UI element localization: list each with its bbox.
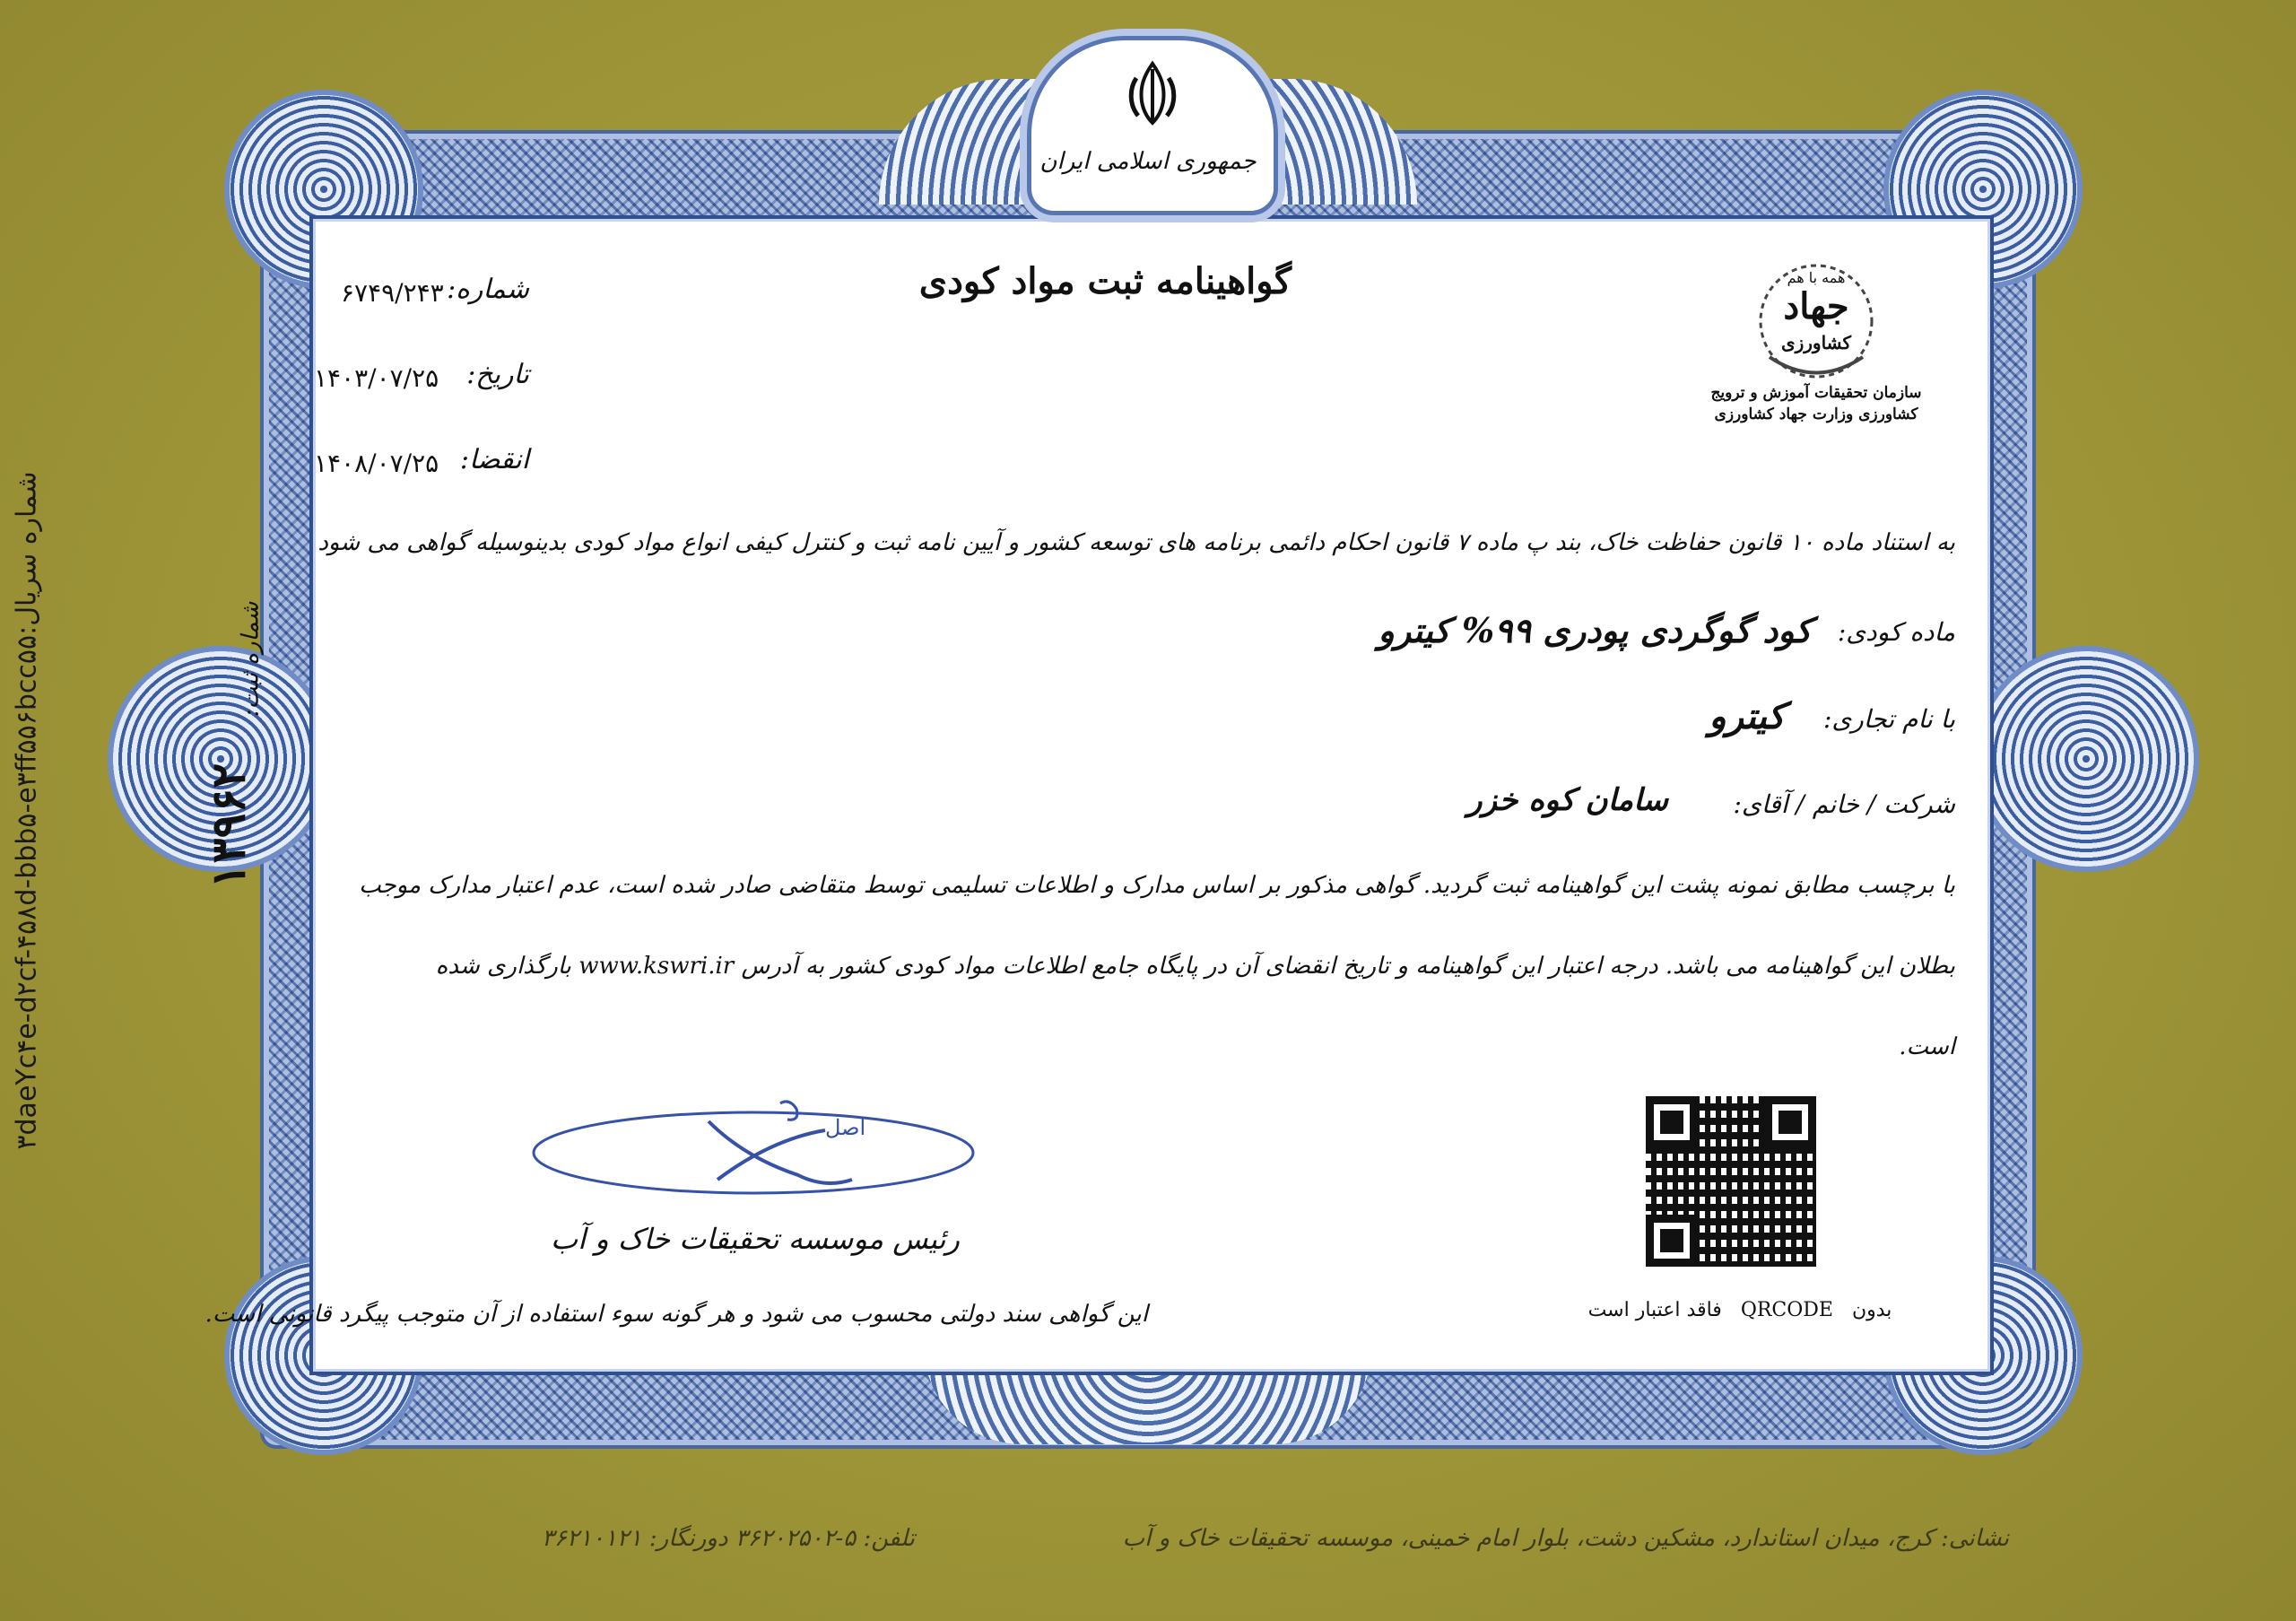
registration-label: شماره ثبت: [237,601,265,718]
body-line-1: با برچسب مطابق نمونه پشت این گواهینامه ثبت گردید. گواهی مذکور بر اساس مدارک و اطلاعات تسلیمی توسط متقاضی صادر شده است، عدم اعتبار مدارک موجب [359,872,1955,899]
emblem-icon [1117,57,1188,128]
qr-notice [1578,1299,1901,1321]
side-rosette-right [1973,646,2199,872]
qr-code [1646,1096,1816,1267]
intro-text: به استناد ماده ۱۰ قانون حفاظت خاک، بند پ ماده ۷ قانون احکام دائمی برنامه های توسعه کشور و آیین نامه ثبت و کنترل کیفی انواع مواد کودی بدینوسیله گواهی می شود [317,529,1955,556]
number-value: ۶۷۴۹/۲۴۳ [341,278,444,308]
qr-finder-top-left [1646,1096,1698,1148]
body-line-2: بطلان این گواهینامه می باشد. درجه اعتبار این گواهینامه و تاریخ انقضای آن در پایگاه جامع اطلاعات مواد کودی کشور به آدرس www.kswri.ir بارگذاری شده [435,953,1955,980]
material-label: ماده کودی: [1837,617,1955,647]
serial-value: ۳daeYc۴e-d۲cf-۴۵۸d-bbb۵-e۳ff۵۵۶bcc۵۵ [11,634,43,1150]
signatory-title: رئیس موسسه تحقیقات خاک و آب [551,1222,960,1256]
footer-address: نشانی: کرج، میدان استاندارد، مشکین دشت، بلوار امام خمینی، موسسه تحقیقات خاک و آب [1122,1525,2009,1552]
footer-phone: تلفن: ۵-۳۶۲۰۲۵۰۲ دورنگار: ۳۶۲۱۰۱۲۱ [541,1525,915,1552]
logo-main-text: جهاد [1783,285,1849,327]
qr-code-label: QRCODE [1740,1299,1833,1321]
body-line-3: است. [1899,1033,1955,1060]
certificate-title: گواهینامه ثبت مواد کودی [918,260,1292,302]
serial-label: شماره سریال: [11,471,43,635]
org-name-line1: سازمان تحقیقات آموزش و ترویج [1710,384,1922,402]
expiry-value: ۱۴۰۸/۰۷/۲۵ [314,449,439,478]
registration-value: ۱۳۹۶۲ [201,763,257,889]
company-value: سامان کوه خزر [1467,782,1668,818]
ministry-logo [1726,258,1906,393]
logo-top-text: همه با هم [1787,269,1846,286]
legal-notice: این گواهی سند دولتی محسوب می شود و هر گونه سوء استفاده از آن متوجب پیگرد قانونی است. [204,1301,1148,1328]
logo-sub-text: کشاورزی [1780,332,1852,353]
qr-finder-top-right [1764,1096,1816,1148]
trade-name-label: با نام تجاری: [1822,704,1955,734]
qr-finder-bottom-left [1646,1215,1698,1267]
number-label: شماره: [447,274,529,305]
qr-prefix: بدون [1851,1299,1892,1321]
date-label: تاریخ: [466,359,529,390]
qr-suffix: فاقد اعتبار است [1587,1299,1722,1321]
org-name-line2: کشاورزی وزارت جهاد کشاورزی [1714,405,1918,423]
signature-scribble [529,1094,996,1220]
signature-handwriting: اصل [825,1115,866,1140]
company-label: شرکت / خانم / آقای: [1733,789,1955,819]
material-value: کود گوگردی پودری ۹۹% کیترو [1378,610,1812,650]
date-value: ۱۴۰۳/۰۷/۲۵ [314,363,439,393]
registration-number [201,538,327,889]
national-crest [1027,36,1278,215]
expiry-label: انقضا: [459,444,529,475]
crest-text: جمهوری اسلامی ایران [1039,148,1257,175]
trade-name-value: کیترو [1709,695,1785,737]
serial-number [7,0,47,1621]
